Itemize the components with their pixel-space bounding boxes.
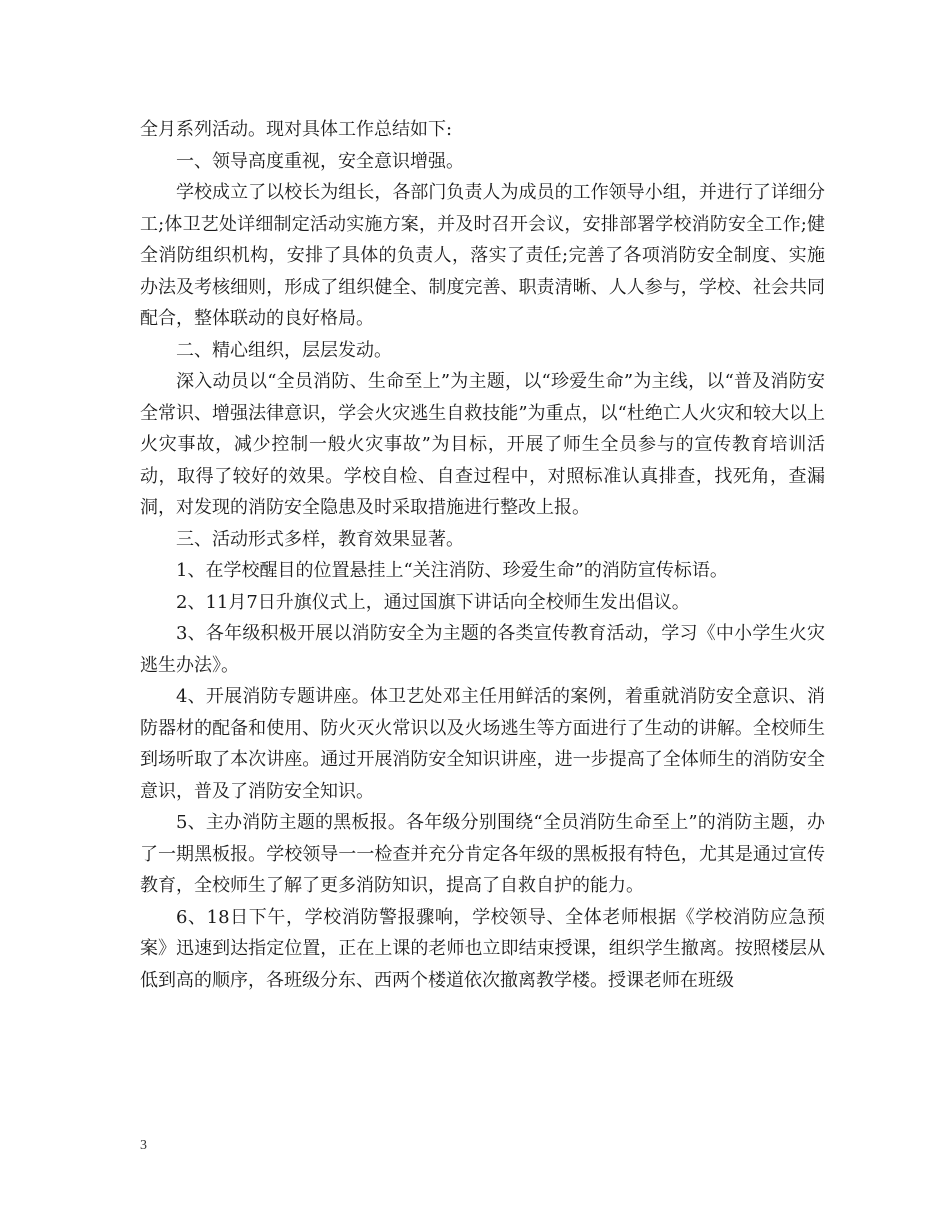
paragraph-2: 学校成立了以校长为组长，各部门负责人为成员的工作领导小组，并进行了详细分工;体卫艺处详细制定活动实施方案，并及时召开会议，安排部署学校消防安全工作;健全消防组织机构，安排了具体的负责人，落实了责任;完善了各项消防安全制度、实施办法及考核细则，形成了组织健全、制度完善、职责清晰、人人参与，学校、社会共同配合，整体联动的良好格局。 <box>140 182 825 329</box>
section-heading-1: 一、领导高度重视，安全意识增强。 <box>176 150 464 172</box>
list-item-6: 6、18日下午，学校消防警报骤响，学校领导、全体老师根据《学校消防应急预案》迅速到达指定位置，正在上课的老师也立即结束授课，组织学生撤离。按照楼层从低到高的顺序，各班级分东、西两个楼道依次撤离教学楼。授课老师在班级 <box>140 906 825 991</box>
list-item-3: 3、各年级积极开展以消防安全为主题的各类宣传教育活动，学习《中小学生火灾逃生办法》。 <box>140 623 825 676</box>
document-body <box>140 114 825 996</box>
list-item-4: 4、开展消防专题讲座。体卫艺处邓主任用鲜活的案例，着重就消防安全意识、消防器材的配备和使用、防火灭火常识以及火场逃生等方面进行了生动的讲解。全校师生到场听取了本次讲座。通过开展消防安全知识讲座，进一步提高了全体师生的消防安全意识，普及了消防安全知识。 <box>140 686 825 802</box>
list-item-1: 1、在学校醒目的位置悬挂上“关注消防、珍爱生命”的消防宣传标语。 <box>176 560 728 581</box>
section-heading-3: 三、活动形式多样，教育效果显著。 <box>176 528 464 550</box>
paragraph-1: 全月系列活动。现对具体工作总结如下: <box>140 119 453 140</box>
list-item-2: 2、11月7日升旗仪式上，通过国旗下讲话向全校师生发出倡议。 <box>176 591 690 613</box>
section-heading-2: 二、精心组织，层层发动。 <box>176 339 392 361</box>
page-number: 3 <box>140 1138 147 1153</box>
list-item-5: 5、主办消防主题的黑板报。各年级分别围绕“全员消防生命至上”的消防主题，办了一期黑板报。学校领导一一检查并充分肯定各年级的黑板报有特色，尤其是通过宣传教育，全校师生了解了更多消防知识，提高了自救自护的能力。 <box>140 812 825 896</box>
paragraph-3: 深入动员以“全员消防、生命至上”为主题，以“珍爱生命”为主线，以“普及消防安全常识、增强法律意识，学会火灾逃生自救技能”为重点，以“杜绝亡人火灾和较大以上火灾事故，减少控制一般火灾事故”为目标，开展了师生全员参与的宣传教育培训活动，取得了较好的效果。学校自检、自查过程中，对照标准认真排查，找死角，查漏洞，对发现的消防安全隐患及时采取措施进行整改上报。 <box>140 371 825 518</box>
